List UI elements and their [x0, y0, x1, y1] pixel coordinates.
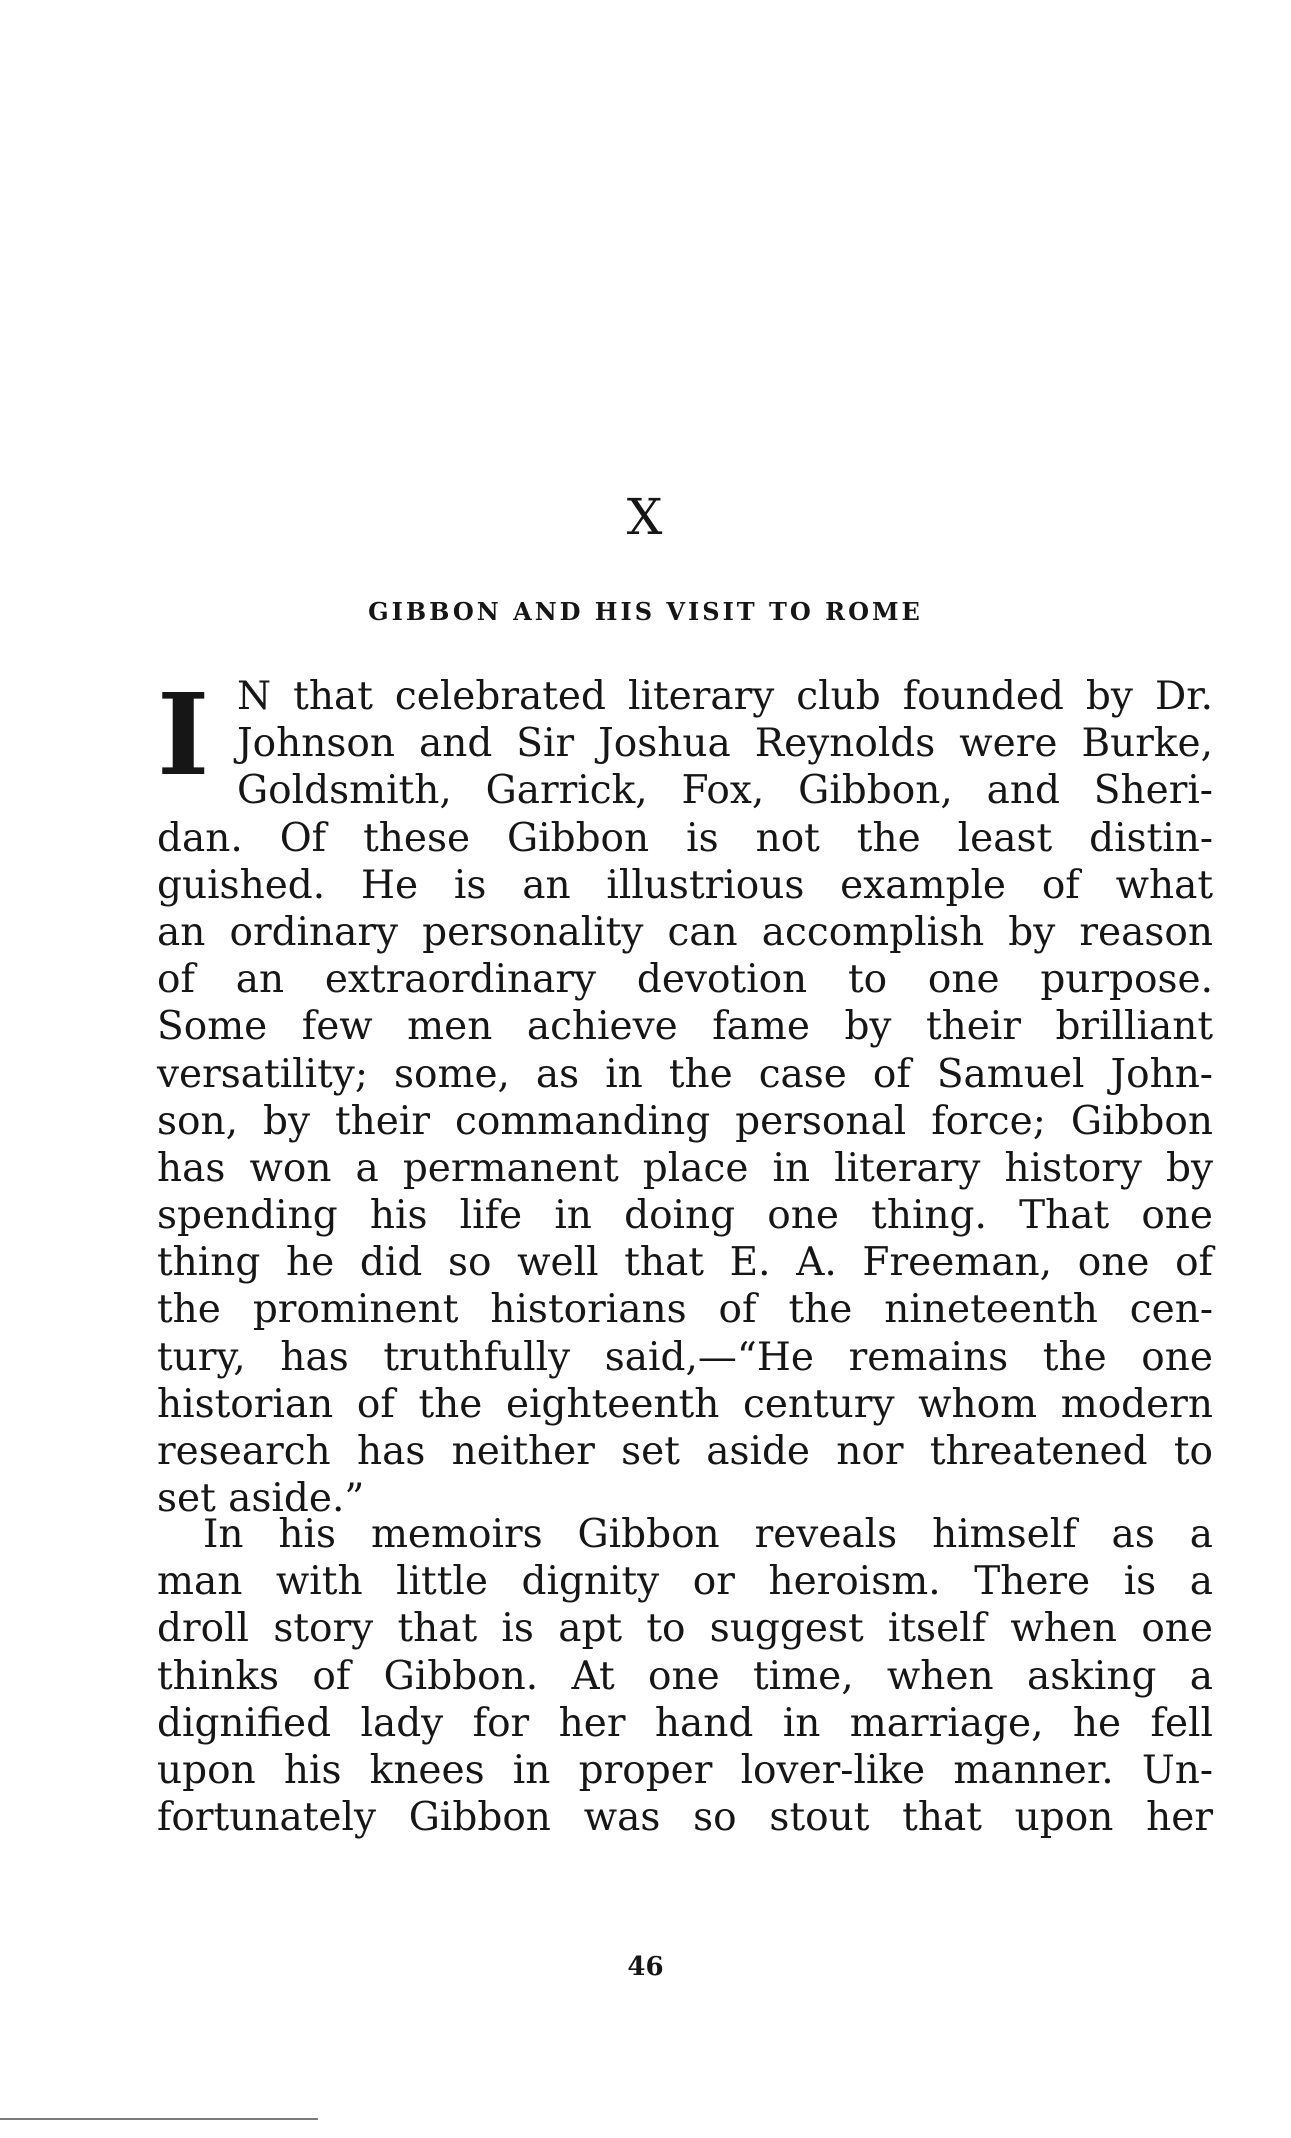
text-line: an ordinary personality can accomplish by reason	[157, 909, 1213, 955]
text-line: droll story that is apt to suggest itself when one	[157, 1606, 1213, 1652]
text-line: Johnson and Sir Joshua Reynolds were Burke,	[237, 721, 1213, 767]
paragraph-1	[157, 670, 1213, 1522]
text-line: has won a permanent place in literary history by	[157, 1145, 1213, 1191]
drop-cap: I	[157, 670, 210, 801]
chapter-title: GIBBON AND HIS VISIT TO ROME	[368, 597, 923, 626]
text-line: of an extraordinary devotion to one purpose.	[157, 957, 1213, 1003]
text-line: In his memoirs Gibbon reveals himself as a	[203, 1512, 1213, 1557]
scan-edge-line	[0, 2118, 318, 2120]
text-line: spending his life in doing one thing. That one	[157, 1193, 1213, 1239]
paragraph-2	[157, 1511, 1213, 1841]
text-line: Goldsmith, Garrick, Fox, Gibbon, and Sheri-	[237, 768, 1213, 814]
text-line: thinks of Gibbon. At one time, when asking a	[157, 1653, 1213, 1699]
text-line: set aside.”	[157, 1476, 365, 1522]
text-line: tury, has truthfully said,—“He remains the one	[157, 1334, 1213, 1380]
text-line: research has neither set aside nor threatened to	[157, 1429, 1213, 1474]
text-line: dignified lady for her hand in marriage, he fell	[157, 1700, 1213, 1746]
text-line: versatility; some, as in the case of Samuel John-	[157, 1051, 1213, 1097]
text-line: upon his knees in proper lover-like manner. Un-	[157, 1747, 1213, 1793]
text-line: thing he did so well that E. A. Freeman, one of	[157, 1240, 1213, 1286]
text-line: historian of the eighteenth century whom modern	[157, 1381, 1213, 1427]
text-line: the prominent historians of the nineteenth cen-	[157, 1287, 1213, 1333]
text-line: guished. He is an illustrious example of what	[157, 862, 1213, 908]
text-line: dan. Of these Gibbon is not the least distin-	[157, 815, 1213, 861]
text-line: Some few men achieve fame by their brilliant	[157, 1004, 1213, 1050]
text-line: N that celebrated literary club founded by Dr.	[237, 674, 1213, 719]
text-line: son, by their commanding personal force; Gibbon	[157, 1098, 1213, 1144]
chapter-numeral: X	[626, 488, 665, 546]
page-number: 46	[627, 1952, 664, 1982]
text-line: fortunately Gibbon was so stout that upon her	[157, 1795, 1213, 1841]
text-line: man with little dignity or heroism. There is a	[157, 1559, 1213, 1605]
